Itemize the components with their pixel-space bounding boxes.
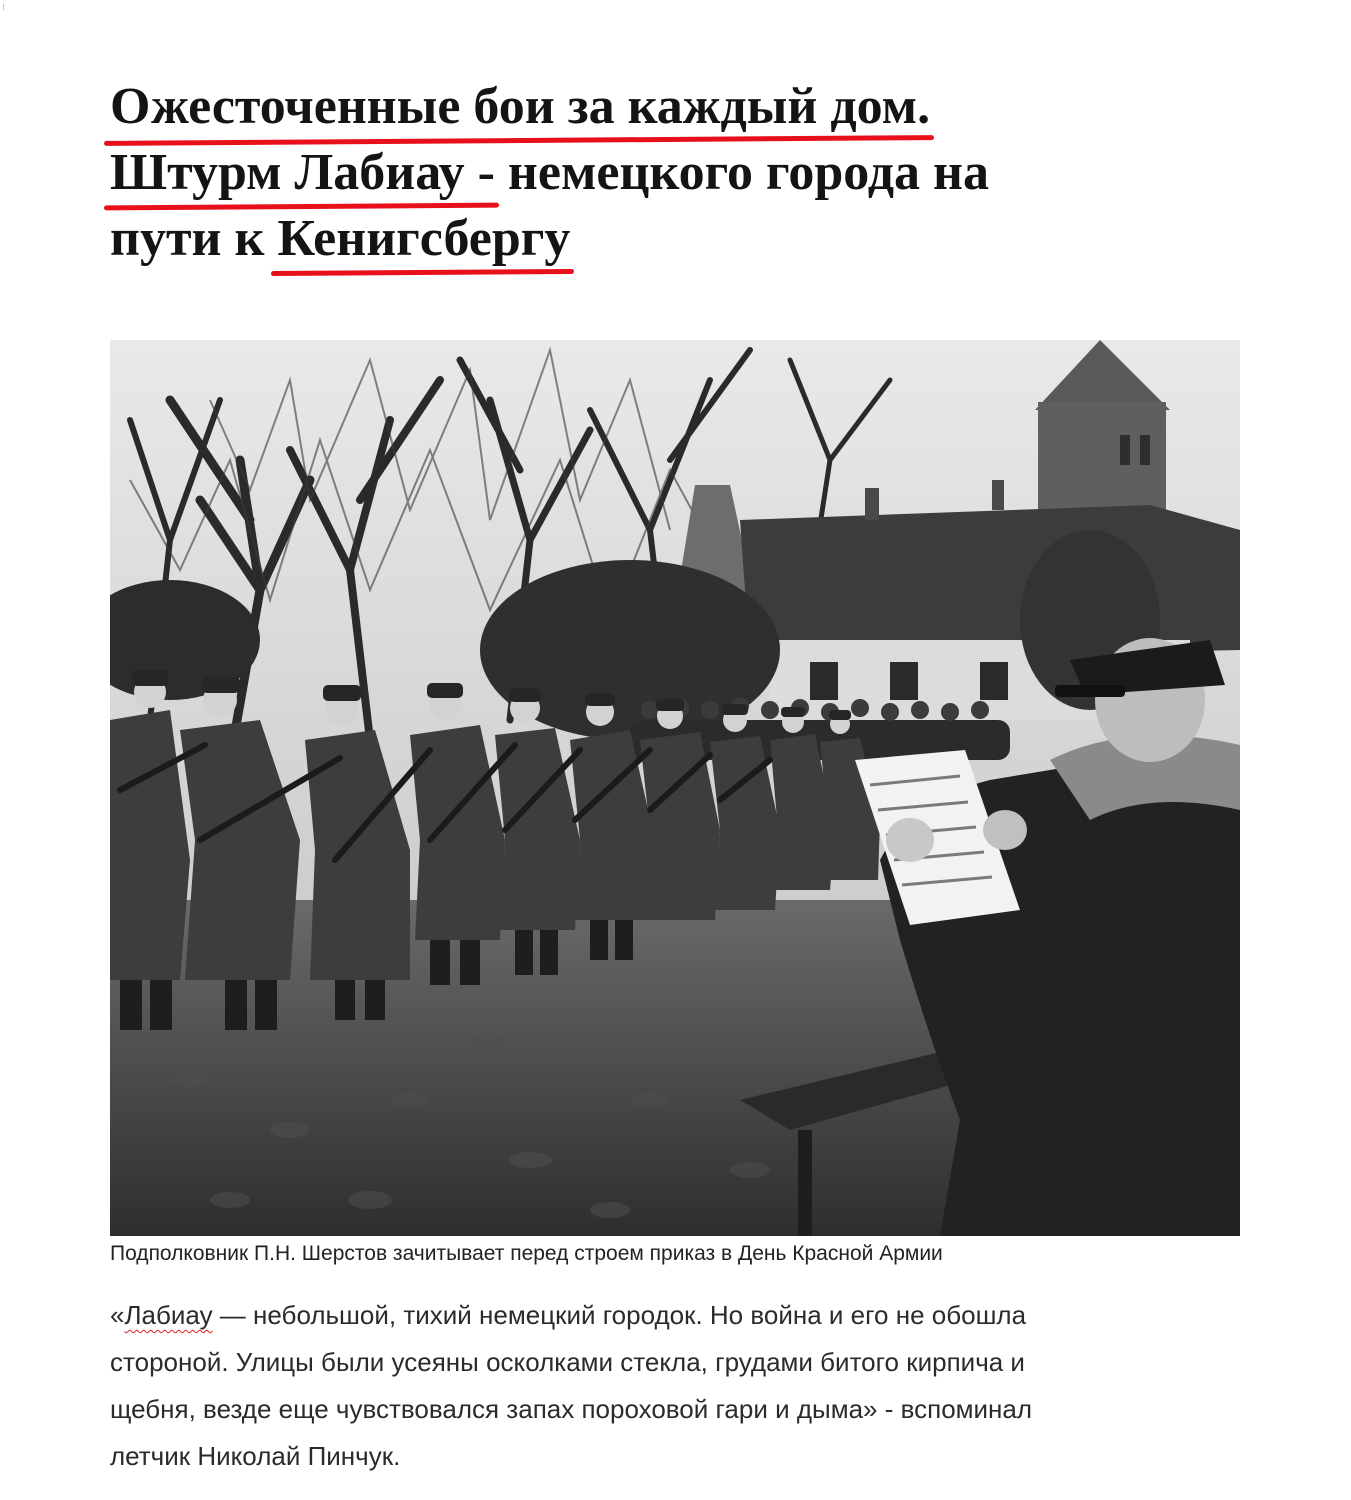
quote-line-2: стороной. Улицы были усеяны осколками стекла, грудами битого кирпича и [110, 1347, 1025, 1377]
headline-line-1 [110, 74, 1230, 140]
headline-line-3 [110, 206, 1230, 272]
spellcheck-flagged-word: Лабиау [124, 1300, 213, 1330]
quote-line-4: летчик Николай Пинчук. [110, 1441, 401, 1471]
headline-underlined-phrase: Кенигсбергу [277, 206, 570, 272]
quote-text: — небольшой, тихий немецкий городок. Но война и его не обошла [212, 1300, 1027, 1330]
photo-caption: Подполковник П.Н. Шерстов зачитывает перед строем приказ в День Красной Армии [110, 1242, 943, 1265]
photo-illustration [110, 340, 1240, 1236]
article-headline [110, 74, 1230, 272]
headline-line-2 [110, 140, 1230, 206]
headline-text: пути к [110, 210, 278, 267]
quote-open-mark: « [110, 1300, 125, 1330]
quote-line-3: щебня, везде еще чувствовался запах пороховой гари и дыма» - вспоминал [110, 1394, 1033, 1424]
historical-photo [110, 340, 1240, 1236]
quote-paragraph [110, 1292, 1170, 1480]
quote-line-1 [110, 1292, 1170, 1339]
headline-underlined-phrase: Ожесточенные бои за каждый дом. [110, 74, 930, 140]
headline-underlined-phrase: Штурм Лабиау - [110, 140, 495, 206]
headline-text: немецкого города на [494, 144, 990, 201]
corner-mark: ⁝ [2, 2, 5, 12]
